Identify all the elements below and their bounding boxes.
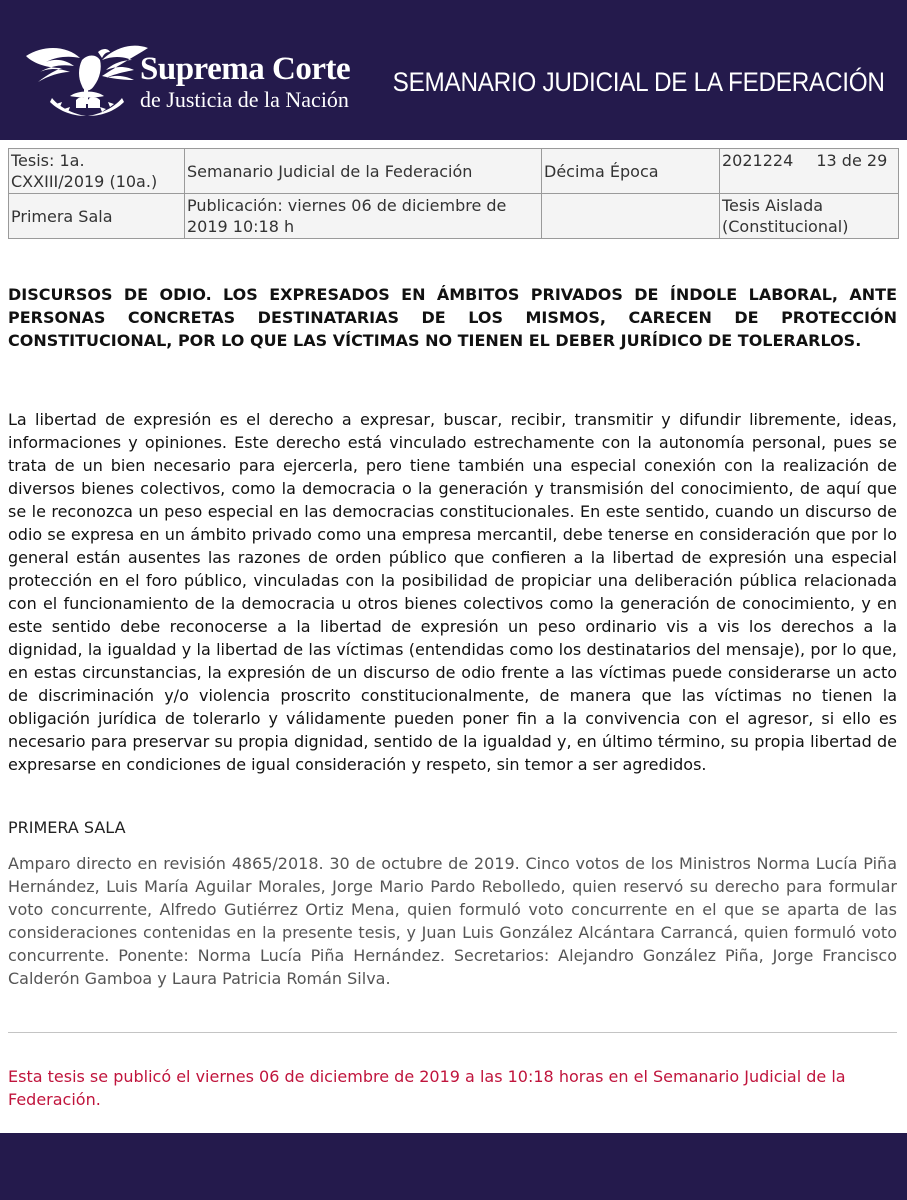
instancia: Primera Sala bbox=[9, 194, 185, 239]
brand-logo-text[interactable] bbox=[140, 52, 350, 112]
brand-subtitle: de Justicia de la Nación bbox=[140, 87, 349, 112]
publication-title: SEMANARIO JUDICIAL DE LA FEDERACIÓN bbox=[393, 67, 885, 97]
epoca: Décima Época bbox=[542, 149, 720, 194]
divider bbox=[8, 1032, 897, 1033]
site-header bbox=[0, 0, 907, 140]
sala-label: PRIMERA SALA bbox=[8, 818, 126, 837]
tesis-title: DISCURSOS DE ODIO. LOS EXPRESADOS EN ÁMBITOS PRIVADOS DE ÍNDOLE LABORAL, ANTE PERSONAS CONCRETAS DESTINATARIAS DE LOS MISMOS, CARECEN DE PROTECCIÓN CONSTITUCIONAL, POR LO QUE LAS VÍCTIMAS NO TIENEN EL DEBER JURÍDICO DE TOLERARLOS. bbox=[8, 285, 897, 350]
tesis-body: La libertad de expresión es el derecho a expresar, buscar, recibir, transmitir y difundir libremente, ideas, informaciones y opiniones. Este derecho está vinculado estrechamente con la autonomía personal, pues se trata de un bien necesario para ejercerla, pero tiene también una especial conexión con la realización de diversos bienes colectivos, como la democracia o la generación y transmisión del conocimiento, de aquí que se le reconozca un peso especial en las democracias constitucionales. En este sentido, cuando un discurso de odio se expresa en un ámbito privado como una empresa mercantil, debe tenerse en consideración que por lo general están ausentes las razones de orden público que confieren a la libertad de expresión una especial protección en el foro público, vinculadas con la posibilidad de propiciar una deliberación pública relacionada con el funcionamiento de la democracia u otros bienes colectivos como la generación de conocimiento, y en este sentido debe reconocerse a la libertad de expresión un peso ordinario vis a vis los derechos a la dignidad, la igualdad y la libertad de las víctimas (entendidas como los destinatarios del mensaje), por lo que, en estas circunstancias, la expresión de un discurso de odio frente a las víctimas puede considerarse un acto de discriminación y/o violencia proscrito constitucionalmente, de manera que las víctimas no tienen la obligación jurídica de tolerarlo y válidamente pueden poner fin a la convivencia con el agresor, si ello es necesario para preservar su propia dignidad, sentido de la igualdad y, en último término, su propia libertad de expresarse en condiciones de igual consideración y respeto, sin temor a ser agredidos. bbox=[8, 410, 897, 774]
precedent-text: Amparo directo en revisión 4865/2018. 30 de octubre de 2019. Cinco votos de los Ministros Norma Lucía Piña Hernández, Luis María Aguilar Morales, Jorge Mario Pardo Rebolledo, quien reservó su derecho para formular voto concurrente, Alfredo Gutiérrez Ortiz Mena, quien formuló voto concurrente en el que se aparta de las consideraciones contenidas en la presente tesis, y Juan Luis González Alcántara Carrancá, quien formuló voto concurrente. Ponente: Norma Lucía Piña Hernández. Secretarios: Alejandro González Piña, Jorge Francisco Calderón Gamboa y Laura Patricia Román Silva. bbox=[8, 854, 897, 988]
registro-cell bbox=[720, 149, 899, 194]
metadata-row bbox=[9, 149, 899, 194]
metadata-table bbox=[8, 148, 899, 239]
tesis-number: Tesis: 1a. CXXIII/2019 (10a.) bbox=[9, 149, 185, 194]
publication-note: Esta tesis se publicó el viernes 06 de diciembre de 2019 a las 10:18 horas en el Semanario Judicial de la Federación. bbox=[8, 1067, 846, 1109]
site-footer bbox=[0, 1133, 907, 1200]
registro-number: 2021224 bbox=[722, 151, 794, 170]
tesis-type: Tesis Aislada (Constitucional) bbox=[720, 194, 899, 239]
empty-cell bbox=[542, 194, 720, 239]
brand-name: Suprema Corte bbox=[140, 51, 351, 87]
eagle-emblem-icon bbox=[22, 38, 152, 120]
metadata-row bbox=[9, 194, 899, 239]
source-name: Semanario Judicial de la Federación bbox=[185, 149, 542, 194]
publication-date: Publicación: viernes 06 de diciembre de 2019 10:18 h bbox=[185, 194, 542, 239]
result-position: 13 de 29 bbox=[816, 151, 888, 170]
